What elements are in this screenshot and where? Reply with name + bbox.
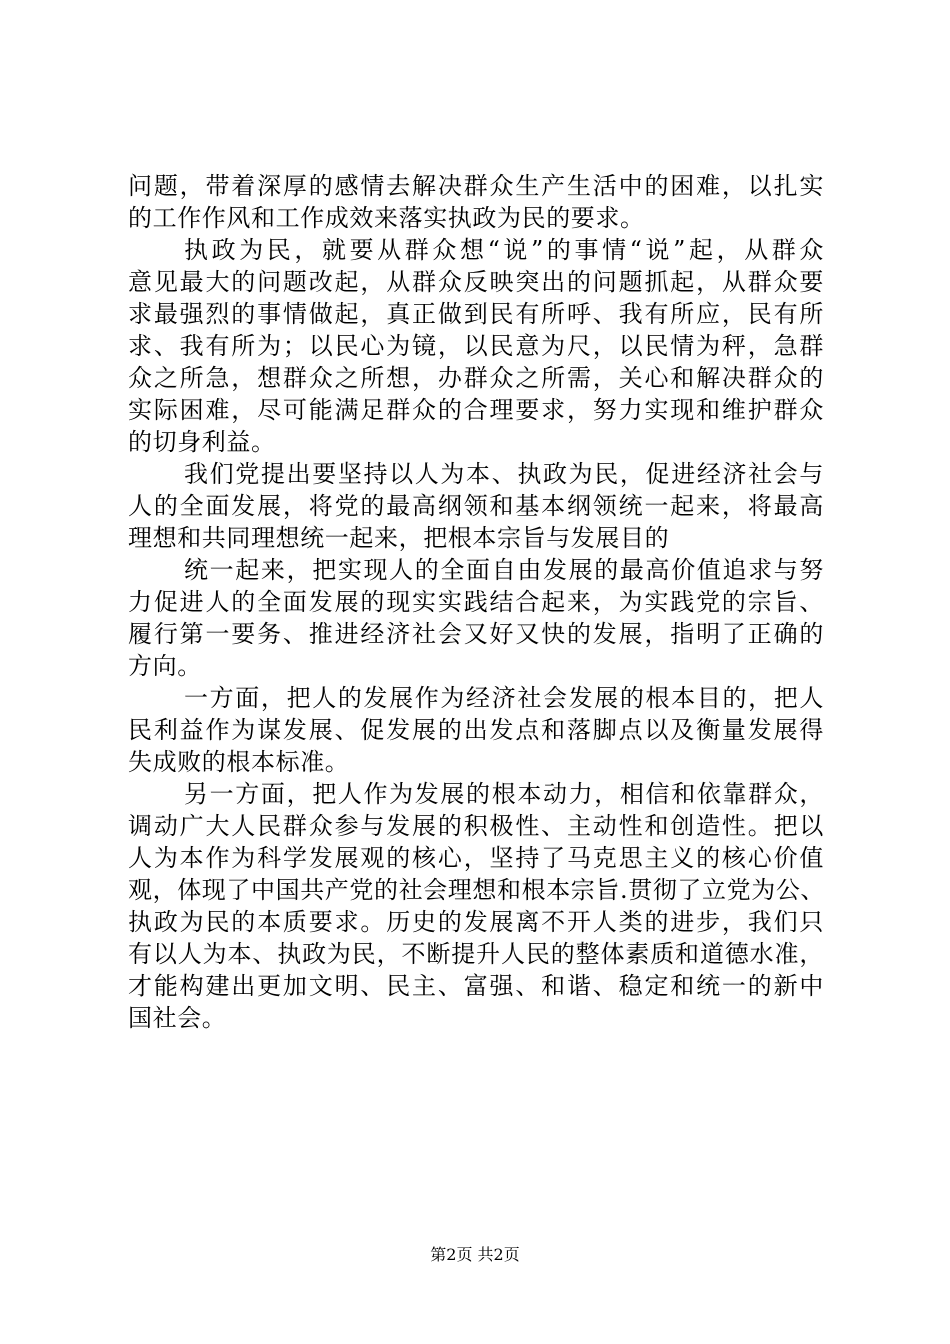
text-line: 才能构建出更加文明、民主、富强、和谐、稳定和统一的新中 bbox=[128, 972, 824, 1000]
text-line: 执政为民，就要从群众想“说”的事情“说”起，从群众 bbox=[184, 236, 824, 264]
text-line: 求、我有所为；以民心为镜，以民意为尺，以民情为秤，急群 bbox=[128, 332, 824, 360]
text-line: 求最强烈的事情做起，真正做到民有所呼、我有所应，民有所 bbox=[128, 300, 824, 328]
paragraph bbox=[128, 458, 824, 554]
text-line: 意见最大的问题改起，从群众反映突出的问题抓起，从群众要 bbox=[128, 268, 824, 296]
paragraph bbox=[128, 682, 824, 778]
text-line: 一方面，把人的发展作为经济社会发展的根本目的，把人 bbox=[184, 684, 824, 712]
text-line: 人为本作为科学发展观的核心，坚持了马克思主义的核心价值 bbox=[128, 844, 824, 872]
text-line: 另一方面，把人作为发展的根本动力，相信和依靠群众， bbox=[184, 780, 824, 808]
text-line: 的工作作风和工作成效来落实执政为民的要求。 bbox=[128, 204, 645, 232]
paragraph bbox=[128, 554, 824, 682]
document-body bbox=[128, 170, 824, 1034]
text-line: 力促进人的全面发展的现实实践结合起来，为实践党的宗旨、 bbox=[128, 588, 824, 616]
text-line: 人的全面发展，将党的最高纲领和基本纲领统一起来，将最高 bbox=[128, 492, 824, 520]
text-line: 实际困难，尽可能满足群众的合理要求，努力实现和维护群众 bbox=[128, 396, 824, 424]
text-line: 民利益作为谋发展、促发展的出发点和落脚点以及衡量发展得 bbox=[128, 716, 824, 744]
text-line: 国社会。 bbox=[128, 1004, 227, 1032]
page-number-footer: 第2页 共2页 bbox=[430, 1245, 520, 1264]
text-line: 问题，带着深厚的感情去解决群众生产生活中的困难，以扎实 bbox=[128, 172, 824, 200]
text-line: 统一起来，把实现人的全面自由发展的最高价值追求与努 bbox=[184, 556, 824, 584]
text-line: 理想和共同理想统一起来，把根本宗旨与发展目的 bbox=[128, 524, 670, 552]
text-line: 失成败的根本标准。 bbox=[128, 748, 350, 776]
text-line: 执政为民的本质要求。历史的发展离不开人类的进步，我们只 bbox=[128, 908, 824, 936]
text-line: 观，体现了中国共产党的社会理想和根本宗旨.贯彻了立党为公、 bbox=[128, 876, 826, 904]
text-line: 调动广大人民群众参与发展的积极性、主动性和创造性。把以 bbox=[128, 812, 824, 840]
paragraph bbox=[128, 234, 824, 458]
paragraph bbox=[128, 170, 824, 234]
paragraph bbox=[128, 778, 824, 1034]
text-line: 有以人为本、执政为民，不断提升人民的整体素质和道德水准， bbox=[128, 940, 824, 968]
text-line: 的切身利益。 bbox=[128, 428, 276, 456]
text-line: 众之所急，想群众之所想，办群众之所需，关心和解决群众的 bbox=[128, 364, 824, 392]
text-line: 我们党提出要坚持以人为本、执政为民，促进经济社会与 bbox=[184, 460, 824, 488]
text-line: 方向。 bbox=[128, 652, 202, 680]
text-line: 履行第一要务、推进经济社会又好又快的发展，指明了正确的 bbox=[128, 620, 824, 648]
